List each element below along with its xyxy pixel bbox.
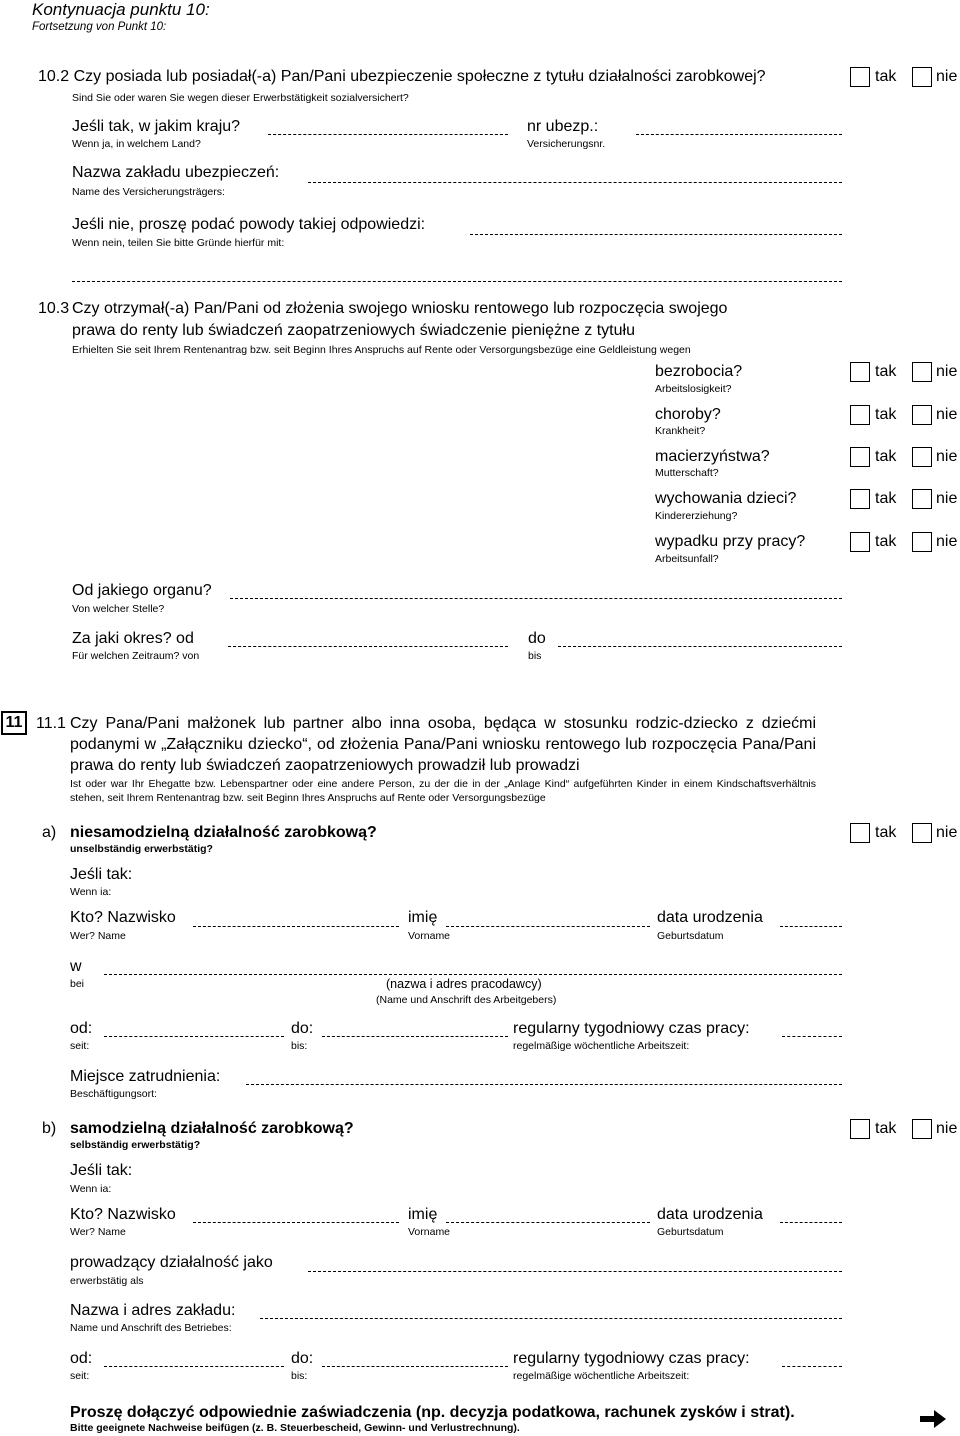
q10-2-no-checkbox[interactable] [912, 67, 932, 87]
part-b-hours-field[interactable] [782, 1366, 842, 1367]
part-a-employer-hint: (nazwa i adres pracodawcy) [386, 977, 542, 991]
q10-3-de: Erhielten Sie seit Ihrem Rentenantrag bzw. seit Beginn Ihres Anspruchs auf Rente oder Versorgungsbezüge eine Geldleistung wegen [72, 344, 691, 356]
part-b-activity-label-de: erwerbstätig als [70, 1275, 144, 1287]
part-b-dob-field[interactable] [780, 1222, 842, 1223]
part-a-firstname-label: imię [408, 909, 438, 926]
part-a-title-de: unselbständig erwerbstätig? [70, 843, 213, 855]
part-b-surname-field[interactable] [193, 1222, 399, 1223]
insurer-label: Nazwa zakładu ubezpieczeń: [72, 164, 280, 181]
yes-label: tak [875, 1120, 897, 1137]
footer-note-de: Bitte geeignete Nachweise beifügen (z. B. Steuerbescheid, Gewinn- und Verlustrechnung). [70, 1422, 520, 1434]
part-b-to-field[interactable] [322, 1366, 508, 1367]
benefit-childcare-de: Kindererziehung? [655, 510, 738, 522]
benefit-sickness-de: Krankheit? [655, 425, 706, 437]
sickness-yes-checkbox[interactable] [850, 405, 870, 425]
q10-2-question-de: Sind Sie oder waren Sie wegen dieser Erwerbstätigkeit sozialversichert? [72, 92, 409, 104]
part-a-hours-label: regularny tygodniowy czas pracy: [513, 1020, 750, 1037]
insurance-number-label-de: Versicherungsnr. [527, 138, 606, 150]
part-a-from-label: od: [70, 1020, 93, 1037]
no-label: nie [936, 490, 958, 507]
part-b-title: samodzielną działalność zarobkową? [70, 1120, 354, 1137]
part-a-from-label-de: seit: [70, 1040, 90, 1052]
childcare-no-checkbox[interactable] [912, 489, 932, 509]
part-a-surname-label-de: Wer? Name [70, 930, 126, 942]
benefit-unemployment-de: Arbeitslosigkeit? [655, 383, 732, 395]
organ-label-de: Von welcher Stelle? [72, 603, 165, 615]
part-b-dob-label-de: Geburtsdatum [657, 1226, 724, 1238]
maternity-no-checkbox[interactable] [912, 447, 932, 467]
organ-label: Od jakiego organu? [72, 582, 212, 599]
period-label-de: Für welchen Zeitraum? von [72, 650, 200, 662]
yes-label: tak [875, 68, 897, 85]
part-b-yes-checkbox[interactable] [850, 1119, 870, 1139]
footer-note: Proszę dołączyć odpowiednie zaświadczenia (np. decyzja podatkowa, rachunek zysków i strat). [70, 1404, 795, 1421]
yes-label: tak [875, 824, 897, 841]
part-b-activity-field[interactable] [308, 1271, 842, 1272]
part-b-hours-label: regularny tygodniowy czas pracy: [513, 1350, 750, 1367]
q10-3-number: 10.3 [38, 300, 70, 317]
part-b-no-checkbox[interactable] [912, 1119, 932, 1139]
header-title: Kontynuacja punktu 10: [32, 0, 210, 19]
part-a-place-field[interactable] [246, 1084, 842, 1085]
part-b-dob-label: data urodzenia [657, 1206, 763, 1223]
part-a-employer-hint-de: (Name und Anschrift des Arbeitgebers) [376, 994, 557, 1006]
unemployment-no-checkbox[interactable] [912, 362, 932, 382]
no-label: nie [936, 1120, 958, 1137]
part-a-place-label: Miejsce zatrudnienia: [70, 1068, 221, 1085]
maternity-yes-checkbox[interactable] [850, 447, 870, 467]
benefit-unemployment: bezrobocia? [655, 363, 743, 380]
work-accident-no-checkbox[interactable] [912, 532, 932, 552]
part-b-title-de: selbständig erwerbstätig? [70, 1139, 201, 1151]
benefit-sickness: choroby? [655, 406, 721, 423]
part-b-firstname-label: imię [408, 1206, 438, 1223]
part-a-hours-field[interactable] [782, 1036, 842, 1037]
part-a-title: niesamodzielną działalność zarobkową? [70, 824, 377, 841]
insurance-number-field[interactable] [636, 134, 842, 135]
yes-label: tak [875, 533, 897, 550]
insurer-label-de: Name des Versicherungsträgers: [72, 186, 225, 198]
part-a-to-label: do: [291, 1020, 314, 1037]
period-to-label: do [528, 630, 546, 647]
part-a-employer-field[interactable] [104, 974, 842, 975]
yes-label: tak [875, 490, 897, 507]
part-a-ifyes: Jeśli tak: [70, 866, 133, 883]
benefit-childcare: wychowania dzieci? [655, 490, 797, 507]
part-b-business-label: Nazwa i adres zakładu: [70, 1302, 236, 1319]
part-a-place-label-de: Beschäftigungsort: [70, 1088, 157, 1100]
part-a-firstname-field[interactable] [446, 926, 650, 927]
no-label: nie [936, 533, 958, 550]
part-b-letter: b) [42, 1120, 57, 1137]
q10-2-yes-checkbox[interactable] [850, 67, 870, 87]
period-to-field[interactable] [558, 646, 842, 647]
part-a-firstname-label-de: Vorname [408, 930, 451, 942]
part-a-dob-label: data urodzenia [657, 909, 763, 926]
yes-label: tak [875, 406, 897, 423]
childcare-yes-checkbox[interactable] [850, 489, 870, 509]
part-a-surname-label: Kto? Nazwisko [70, 909, 176, 926]
unemployment-yes-checkbox[interactable] [850, 362, 870, 382]
part-b-from-field[interactable] [104, 1366, 284, 1367]
arrow-right-icon [918, 1408, 948, 1430]
period-label: Za jaki okres? od [72, 630, 194, 647]
q11-1-text-de: Ist oder war Ihr Ehegatte bzw. Lebenspartner oder eine andere Person, zu der die in der „Anlage Kind“ aufgeführten Kinder in einem Kindschaftsverhältnis stehen, seit Ihrem Rentenantrag bzw. seit Beginn Ihres Anspruchs auf Rente oder Versorgungsbezüge [70, 778, 816, 804]
part-a-hours-label-de: regelmäßige wöchentliche Arbeitszeit: [513, 1040, 690, 1052]
part-a-at-label: w [70, 958, 82, 975]
organ-field[interactable] [230, 598, 842, 599]
reasons-field[interactable] [470, 234, 842, 235]
header-subtitle: Fortsetzung von Punkt 10: [32, 21, 167, 33]
part-b-business-label-de: Name und Anschrift des Betriebes: [70, 1322, 232, 1334]
part-a-letter: a) [42, 824, 57, 841]
benefit-work-accident-de: Arbeitsunfall? [655, 553, 719, 565]
period-to-label-de: bis [528, 650, 542, 662]
no-label: nie [936, 448, 958, 465]
part-a-yes-checkbox[interactable] [850, 823, 870, 843]
section-number: 11 [1, 711, 27, 735]
q10-3-line2: prawa do renty lub świadczeń zaopatrzeniowych świadczenie pieniężne z tytułu [72, 322, 635, 339]
yes-label: tak [875, 448, 897, 465]
reasons-label-de: Wenn nein, teilen Sie bitte Gründe hierfür mit: [72, 237, 285, 249]
part-a-dob-field[interactable] [780, 926, 842, 927]
no-label: nie [936, 824, 958, 841]
country-field[interactable] [268, 134, 508, 135]
part-a-no-checkbox[interactable] [912, 823, 932, 843]
country-label-de: Wenn ja, in welchem Land? [72, 138, 201, 150]
part-a-to-label-de: bis: [291, 1040, 308, 1052]
part-a-to-field[interactable] [322, 1036, 508, 1037]
part-a-surname-field[interactable] [193, 926, 399, 927]
benefit-work-accident: wypadku przy pracy? [655, 533, 806, 550]
part-b-surname-label-de: Wer? Name [70, 1226, 126, 1238]
part-b-surname-label: Kto? Nazwisko [70, 1206, 176, 1223]
benefit-maternity: macierzyństwa? [655, 448, 770, 465]
insurance-number-label: nr ubezp.: [527, 118, 599, 135]
q11-1-number: 11.1 [36, 715, 66, 732]
no-label: nie [936, 406, 958, 423]
reasons-label: Jeśli nie, proszę podać powody takiej odpowiedzi: [72, 216, 426, 233]
part-b-from-label: od: [70, 1350, 93, 1367]
q10-3-line1: Czy otrzymał(-a) Pan/Pani od złożenia swojego wniosku rentowego lub rozpoczęcia swojego [72, 300, 728, 317]
period-from-field[interactable] [228, 646, 508, 647]
part-b-ifyes-de: Wenn ia: [70, 1183, 112, 1195]
no-label: nie [936, 363, 958, 380]
part-b-activity-label: prowadzący działalność jako [70, 1254, 273, 1271]
part-b-hours-label-de: regelmäßige wöchentliche Arbeitszeit: [513, 1370, 690, 1382]
part-b-firstname-field[interactable] [446, 1222, 650, 1223]
part-b-to-label: do: [291, 1350, 314, 1367]
part-a-from-field[interactable] [104, 1036, 284, 1037]
q11-1-text: Czy Pana/Pani małżonek lub partner albo inna osoba, będąca w stosunku rodzic-dziecko z dziećmi podanymi w „Załączniku dziecko“, od złożenia Pana/Pani wniosku rentowego lub rozpoczęcia Pana/Pani prawa do renty lub świadczeń zaopatrzeniowych prowadził lub prowadzi [70, 715, 816, 774]
part-b-from-label-de: seit: [70, 1370, 90, 1382]
part-a-ifyes-de: Wenn ia: [70, 886, 112, 898]
part-b-to-label-de: bis: [291, 1370, 308, 1382]
work-accident-yes-checkbox[interactable] [850, 532, 870, 552]
sickness-no-checkbox[interactable] [912, 405, 932, 425]
part-a-dob-label-de: Geburtsdatum [657, 930, 724, 942]
part-b-ifyes: Jeśli tak: [70, 1162, 133, 1179]
q10-2-question: 10.2 Czy posiada lub posiadał(-a) Pan/Pani ubezpieczenie społeczne z tytułu działalności zarobkowej? [38, 68, 766, 85]
part-a-at-label-de: bei [70, 978, 85, 990]
no-label: nie [936, 68, 958, 85]
part-b-firstname-label-de: Vorname [408, 1226, 451, 1238]
reasons-field-line-2[interactable] [72, 281, 842, 282]
benefit-maternity-de: Mutterschaft? [655, 467, 719, 479]
country-label: Jeśli tak, w jakim kraju? [72, 118, 241, 135]
part-b-business-field[interactable] [260, 1318, 842, 1319]
insurer-field[interactable] [308, 182, 842, 183]
yes-label: tak [875, 363, 897, 380]
